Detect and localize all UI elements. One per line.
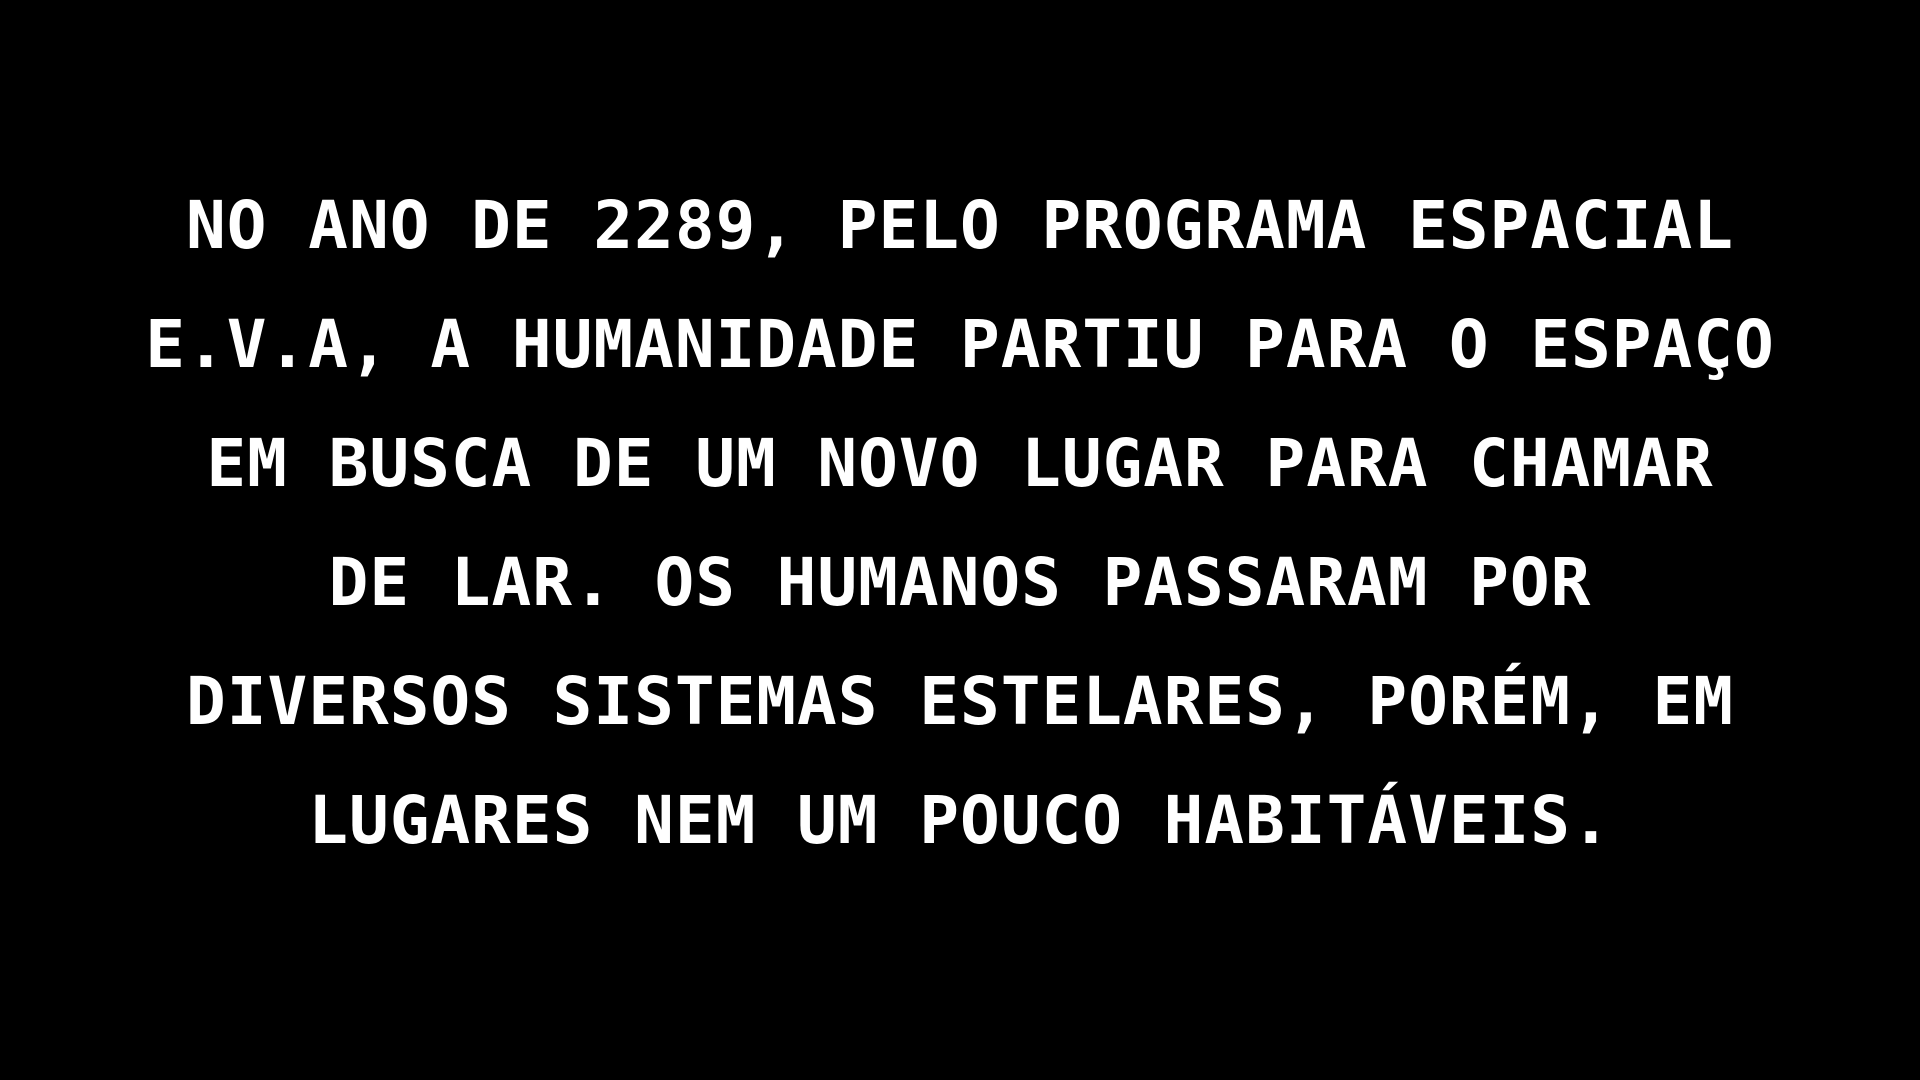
intro-story-text	[0, 186, 1920, 900]
story-line-1: NO ANO DE 2289, PELO PROGRAMA ESPACIAL	[186, 187, 1734, 264]
story-line-2: E.V.A, A HUMANIDADE PARTIU PARA O ESPAÇO	[145, 306, 1775, 383]
story-line-4: DE LAR. OS HUMANOS PASSARAM POR	[328, 544, 1592, 621]
story-line-3: EM BUSCA DE UM NOVO LUGAR PARA CHAMAR	[206, 425, 1714, 502]
story-line-5: DIVERSOS SISTEMAS ESTELARES, PORÉM, EM	[186, 663, 1734, 740]
story-line-6: LUGARES NEM UM POUCO HABITÁVEIS.	[308, 782, 1612, 859]
